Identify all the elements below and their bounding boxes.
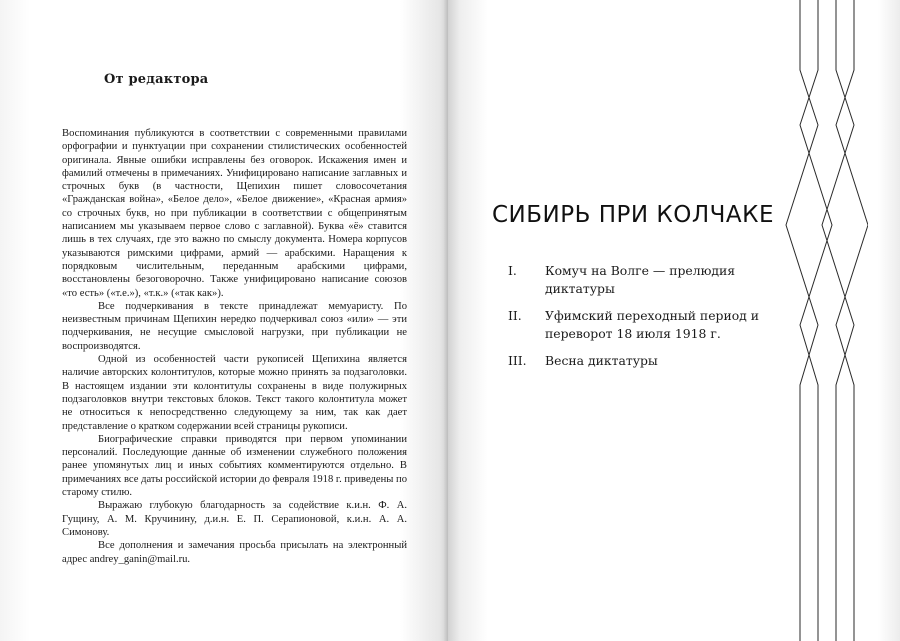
left-page — [0, 0, 448, 641]
toc-item-title: Весна диктатуры — [545, 353, 658, 368]
toc-item — [508, 262, 808, 298]
toc-item-title: Комуч на Волге — прелюдия диктатуры — [545, 263, 736, 296]
table-of-contents — [508, 262, 808, 379]
section-title: СИБИРЬ ПРИ КОЛЧАКЕ — [492, 202, 774, 228]
toc-item-number: I. — [508, 263, 517, 278]
decorative-line-ornament — [778, 0, 868, 641]
toc-item — [508, 307, 808, 343]
paragraph: Все подчеркивания в тексте принадлежат мемуаристу. По неизвестным причинам Щепихин нередко подчеркивал союз «или» — эти подчеркивания, не несущие смысловой нагрузки, при публикации не воспроизводятся. — [62, 300, 407, 352]
paragraph: Одной из особенностей части рукописей Щепихина является наличие авторских колонтитулов, которые можно принять за подзаголовки. В настоящем издании эти колонтитулы сохранены в виде полужирных подзаголовков внутри текстовых блоков. Текст такого колонтитула может не относиться к непосредственно следующему за ним, так как дает представление о кратком содержании всей страницы рукописи. — [62, 354, 407, 432]
toc-item-number: II. — [508, 308, 522, 323]
editor-note-text — [62, 127, 407, 566]
ornament-strands — [786, 0, 868, 641]
toc-item-title: Уфимский переходный период и переворот 18 июля 1918 г. — [545, 308, 760, 341]
paragraph: Все дополнения и замечания просьба присылать на электронный адрес andrey_ganin@mail.ru. — [62, 540, 407, 565]
toc-item — [508, 352, 808, 370]
paragraph: Выражаю глубокую благодарность за содействие к.и.н. Ф. А. Гущину, А. М. Кручинину, д.и.н. Е. П. Серапионовой, к.и.н. А. А. Симонову. — [62, 500, 407, 538]
editor-heading: От редактора — [104, 72, 209, 87]
paragraph: Воспоминания публикуются в соответствии с современными правилами орфографии и пунктуации при сохранении стилистических особенностей оригинала. Явные ошибки исправлены без оговорок. Искажения имен и фамилий отмечены в примечаниях. Унифицировано написание заглавных и строчных букв (в частности, Щепихин пишет словосочетания «Гражданская война», «Белое дело», «Белое движение», «Красная армия» со строчных букв, но при публикации в соответствии с общепринятым написанием мы указываем первое слово с заглавной). Буква «ё» ставится лишь в тех случаях, где это важно по смыслу документа. Номера корпусов указываются римскими цифрами, армий — арабскими. Наращения к порядковым числительным, переданным арабскими цифрами, восстановлены безоговорочно. Также унифицировано написание союзов «то есть» («т.е.»), «т.к.» («так как»). — [62, 128, 407, 299]
paragraph: Биографические справки приводятся при первом упоминании персоналий. Последующие данные об изменении служебного положения ранее упомянутых лиц и иных событиях комментируются отдельно. В примечаниях все даты российской истории до февраля 1918 г. приведены по старому стилю. — [62, 433, 407, 499]
toc-item-number: III. — [508, 353, 527, 368]
